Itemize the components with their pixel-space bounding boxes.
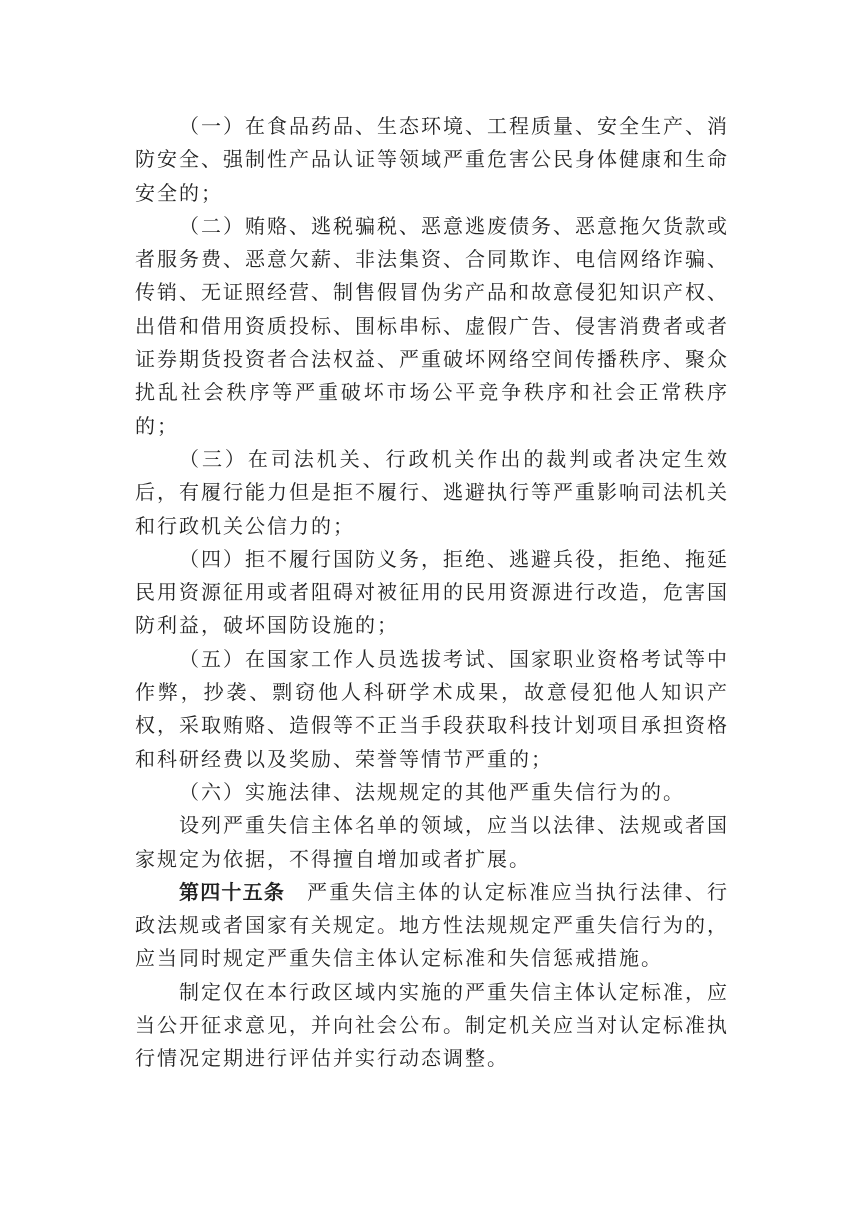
list-item-1: （一）在食品药品、生态环境、工程质量、安全生产、消防安全、强制性产品认证等领域严重危害公民身体健康和生命安全的； [135,114,729,205]
list-item-3: （三）在司法机关、行政机关作出的裁判或者决定生效后，有履行能力但是拒不履行、逃避执行等严重影响司法机关和行政机关公信力的； [135,446,729,538]
article-45-paragraph [135,876,729,976]
scope-paragraph: 设列严重失信主体名单的领域，应当以法律、法规或者国家规定为依据，不得擅自增加或者扩展。 [135,813,729,871]
closing-paragraph: 制定仅在本行政区域内实施的严重失信主体认定标准，应当公开征求意见，并向社会公布。制定机关应当对认定标准执行情况定期进行评估并实行动态调整。 [135,979,729,1071]
list-item-5: （五）在国家工作人员选拔考试、国家职业资格考试等中作弊，抄袭、剽窃他人科研学术成果，故意侵犯他人知识产权，采取贿赂、造假等不正当手段获取科技计划项目承担资格和科研经费以及奖励、荣誉等情节严重的； [135,646,729,771]
article-45-text: 严重失信主体的认定标准应当执行法律、行政法规或者国家有关规定。地方性法规规定严重失信行为的，应当同时规定严重失信主体认定标准和失信惩戒措施。 [135,879,730,971]
list-item-6: （六）实施法律、法规规定的其他严重失信行为的。 [179,779,685,804]
article-number: 第四十五条 [179,879,286,904]
list-item-2: （二）贿赂、逃税骗税、恶意逃废债务、恶意拖欠货款或者服务费、恶意欠薪、非法集资、合同欺诈、电信网络诈骗、传销、无证照经营、制售假冒伪劣产品和故意侵犯知识产权、出借和借用资质投标、围标串标、虚假广告、侵害消费者或者证券期货投资者合法权益、严重破坏网络空间传播秩序、聚众扰乱社会秩序等严重破坏市场公平竞争秩序和社会正常秩序的； [135,213,729,438]
document-body [135,110,729,1076]
list-item-4: （四）拒不履行国防义务，拒绝、逃避兵役，拒绝、拖延民用资源征用或者阻碍对被征用的民用资源进行改造，危害国防利益，破坏国防设施的； [135,546,729,638]
